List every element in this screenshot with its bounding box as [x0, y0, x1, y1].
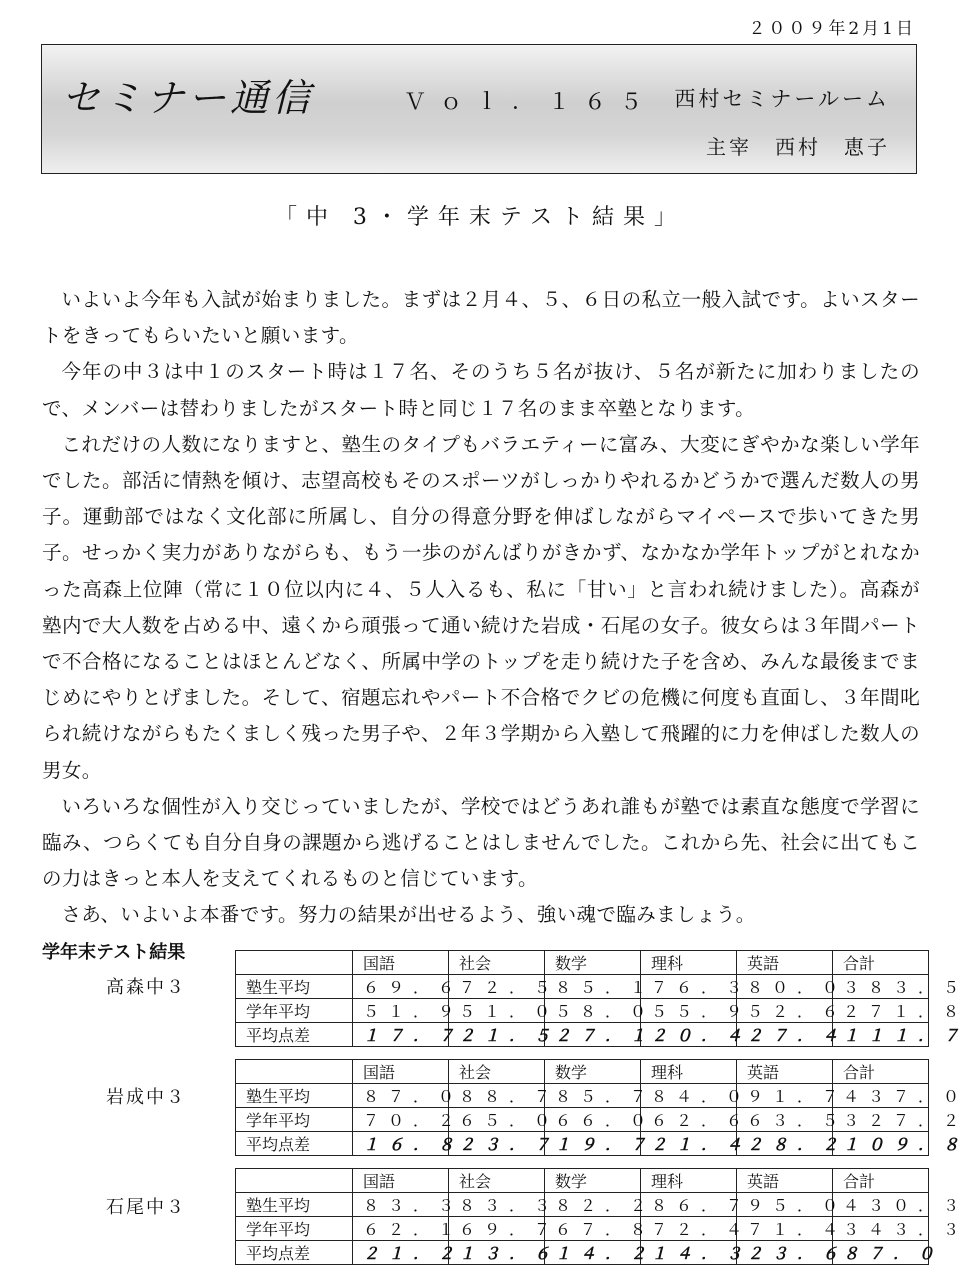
score-cell: ７２．４ [641, 1217, 737, 1241]
header-blank [236, 1060, 353, 1084]
row-label: 学年平均 [236, 1217, 353, 1241]
newsletter-title: セミナー通信 [62, 76, 315, 120]
score-cell: ５２．６ [737, 999, 833, 1023]
score-cell: ６７．８ [545, 1217, 641, 1241]
volume-number: Ｖｏｌ．１６５ [404, 90, 657, 115]
subject-header: 理科 [641, 1060, 737, 1084]
score-cell: １６．８ [353, 1132, 449, 1156]
score-cell: ８６．７ [641, 1193, 737, 1217]
score-cell: ６９．７ [449, 1217, 545, 1241]
paragraph: いよいよ今年も入試が始まりました。まずは２月４、５、６日の私立一般入試です。よいスタートをきってもらいたいと願います。 [42, 288, 920, 348]
score-cell: ８８．７ [449, 1084, 545, 1108]
paragraph: 今年の中３は中１のスタート時は１７名、そのうち５名が抜け、５名が新たに加わりましたので、メンバーは替わりましたがスタート時と同じ１７名のまま卒塾となります。 [42, 360, 920, 420]
table-row [236, 1241, 929, 1265]
table-row [236, 999, 929, 1023]
subject-header: 国語 [353, 1060, 449, 1084]
score-cell: ４３０．３ [833, 1193, 929, 1217]
table-row [236, 975, 929, 999]
row-label: 平均点差 [236, 1023, 353, 1047]
score-cell: ２８．２ [737, 1132, 833, 1156]
row-label: 平均点差 [236, 1241, 353, 1265]
paragraph: これだけの人数になりますと、塾生のタイプもバラエティーに富み、大変にぎやかな楽しい学年でした。部活に情熱を傾け、志望高校もそのスポーツがしっかりやれるかどうかで選んだ数人の男子。運動部ではなく文化部に所属し、自分の得意分野を伸ばしながらマイペースで歩いてきた男子。せっかく実力がありながらも、もう一歩のがんばりがきかず、なかなか学年トップがとれなかった高森上位陣（常に１０位以内に４、５人入るも、私に「甘い」と言われ続けました）。高森が塾内で大人数を占める中、遠くから頑張って通い続けた岩成・石尾の女子。彼女らは３年間パートで不合格になることはほとんどなく、所属中学のトップを走り続けた子を含め、みんな最後までまじめにやりとげました。そして、宿題忘れやパート不合格でクビの危機に何度も直面し、３年間叱られ続けながらもたくましく残った男子や、２年３学期から入塾して飛躍的に力を伸ばした数人の男女。 [42, 432, 920, 782]
score-cell: １１１．７ [833, 1023, 929, 1047]
score-cell: １４．３ [641, 1241, 737, 1265]
score-cell: ２１．２ [353, 1241, 449, 1265]
row-label: 学年平均 [236, 999, 353, 1023]
score-cell: ６２．６ [641, 1108, 737, 1132]
subject-header: 社会 [449, 951, 545, 975]
score-cell: ７１．４ [737, 1217, 833, 1241]
score-cell: ３８３．５ [833, 975, 929, 999]
score-cell: ２０．４ [641, 1023, 737, 1047]
score-cell: ３４３．３ [833, 1217, 929, 1241]
score-cell: ２７１．８ [833, 999, 929, 1023]
subject-header: 英語 [737, 951, 833, 975]
score-cell: ５８．０ [545, 999, 641, 1023]
score-cell: １３．６ [449, 1241, 545, 1265]
issue-date: ２００９年2月1日 [748, 19, 916, 39]
subject-header: 合計 [833, 1060, 929, 1084]
score-cell: ２１．５ [449, 1023, 545, 1047]
organization-name: 西村セミナールーム [674, 87, 890, 111]
score-cell: ６５．０ [449, 1108, 545, 1132]
score-cell: ５５．９ [641, 999, 737, 1023]
score-cell: ５１．０ [449, 999, 545, 1023]
newsletter-header [41, 44, 917, 174]
table-row [236, 1217, 929, 1241]
school-label-iwanari: 岩成中３ [106, 1087, 186, 1108]
subject-header: 合計 [833, 951, 929, 975]
score-cell: ８７．０ [833, 1241, 929, 1265]
table-header-row [236, 1060, 929, 1084]
score-cell: ２１．４ [641, 1132, 737, 1156]
score-cell: ８３．３ [449, 1193, 545, 1217]
subject-header: 社会 [449, 1060, 545, 1084]
score-cell: １４．２ [545, 1241, 641, 1265]
subject-header: 国語 [353, 1169, 449, 1193]
subject-header: 社会 [449, 1169, 545, 1193]
score-cell: ６２．１ [353, 1217, 449, 1241]
article-title: 「中 3・学年末テスト結果」 [274, 205, 686, 230]
header-blank [236, 1169, 353, 1193]
score-cell: ６９．６ [353, 975, 449, 999]
table-row [236, 1193, 929, 1217]
subject-header: 合計 [833, 1169, 929, 1193]
score-cell: ６３．５ [737, 1108, 833, 1132]
paragraph: いろいろな個性が入り交じっていましたが、学校ではどうあれ誰もが塾では素直な態度で学習に臨み、つらくても自分自身の課題から逃げることはしませんでした。これから先、社会に出てもこの力はきっと本人を支えてくれるものと信じています。 [42, 794, 920, 891]
table-header-row [236, 1169, 929, 1193]
score-table-ishio [235, 1168, 968, 1265]
school-label-ishio: 石尾中３ [106, 1197, 186, 1218]
row-label: 学年平均 [236, 1108, 353, 1132]
score-cell: ２７．１ [545, 1023, 641, 1047]
subject-header: 理科 [641, 951, 737, 975]
score-cell: ８４．０ [641, 1084, 737, 1108]
header-blank [236, 951, 353, 975]
subject-header: 英語 [737, 1169, 833, 1193]
subject-header: 国語 [353, 951, 449, 975]
editor-name: 主宰 西村 恵子 [706, 135, 890, 159]
table-row [236, 1132, 929, 1156]
subject-header: 数学 [545, 1060, 641, 1084]
row-label: 平均点差 [236, 1132, 353, 1156]
score-cell: ８０．０ [737, 975, 833, 999]
table-row [236, 1023, 929, 1047]
score-cell: ７２．５ [449, 975, 545, 999]
score-cell: ８５．７ [545, 1084, 641, 1108]
subject-header: 理科 [641, 1169, 737, 1193]
score-cell: ５１．９ [353, 999, 449, 1023]
row-label: 塾生平均 [236, 1084, 353, 1108]
score-cell: １０９．８ [833, 1132, 929, 1156]
subject-header: 数学 [545, 951, 641, 975]
score-cell: ８５．１ [545, 975, 641, 999]
score-cell: ２３．６ [737, 1241, 833, 1265]
score-cell: １７．７ [353, 1023, 449, 1047]
score-cell: ６６．０ [545, 1108, 641, 1132]
row-label: 塾生平均 [236, 975, 353, 999]
score-cell: ２３．７ [449, 1132, 545, 1156]
results-heading: 学年末テスト結果 [42, 942, 186, 963]
score-cell: ８３．３ [353, 1193, 449, 1217]
subject-header: 英語 [737, 1060, 833, 1084]
row-label: 塾生平均 [236, 1193, 353, 1217]
score-table-takamori [235, 950, 968, 1047]
table-header-row [236, 951, 929, 975]
score-cell: ４３７．０ [833, 1084, 929, 1108]
school-label-takamori: 高森中３ [106, 977, 186, 998]
score-cell: ８７．０ [353, 1084, 449, 1108]
score-cell: ２７．４ [737, 1023, 833, 1047]
score-cell: ９１．７ [737, 1084, 833, 1108]
score-cell: ７６．３ [641, 975, 737, 999]
table-row [236, 1084, 929, 1108]
article-body [42, 282, 920, 934]
paragraph: さあ、いよいよ本番です。努力の結果が出せるよう、強い魂で臨みましょう。 [61, 903, 756, 927]
score-cell: ７０．２ [353, 1108, 449, 1132]
score-cell: ９５．０ [737, 1193, 833, 1217]
score-table-iwanari [235, 1059, 968, 1156]
score-cell: １９．７ [545, 1132, 641, 1156]
score-cell: ３２７．２ [833, 1108, 929, 1132]
table-row [236, 1108, 929, 1132]
subject-header: 数学 [545, 1169, 641, 1193]
score-cell: ８２．２ [545, 1193, 641, 1217]
